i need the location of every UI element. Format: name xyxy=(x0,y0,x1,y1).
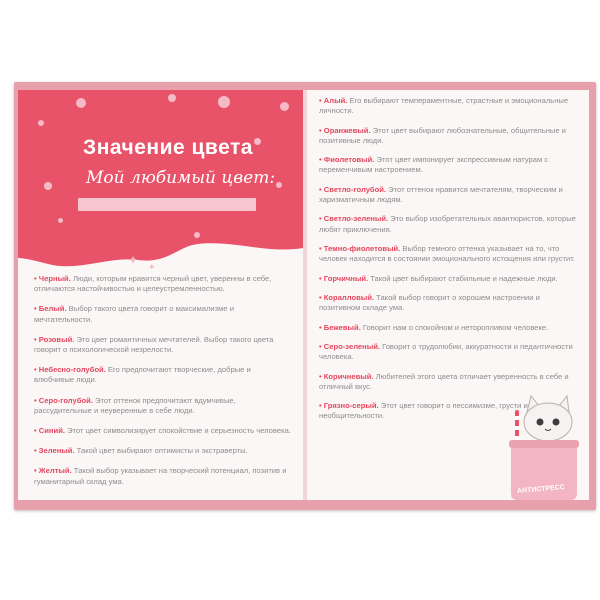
list-item: • Грязно-серый. Этот цвет говорит о пессимизме, грусти и необщительности. xyxy=(319,401,528,421)
decor-dot xyxy=(44,182,52,190)
star-icon: ✦ xyxy=(148,262,156,272)
cat-mascot-illustration xyxy=(507,382,579,500)
list-item: • Небесно-голубой. Его предпочитают творческие, добрые и влюбчивые люди. xyxy=(34,365,251,385)
right-page xyxy=(307,90,589,500)
list-item: • Синий. Этот цвет символизирует спокойствие и серьезность человека. xyxy=(34,426,291,436)
list-item: • Горчичный. Такой цвет выбирают стабильные и надежные люди. xyxy=(319,273,558,283)
list-item: • Коралловый. Такой выбор говорит о хорошем настроении и позитивном складе ума. xyxy=(319,292,540,313)
subtitle: Мой любимый цвет: xyxy=(86,168,276,188)
list-item: • Серо-голубой. Этот оттенок предпочитают вдумчивые, рассудительные и неуверенные в себе люди. xyxy=(34,395,236,415)
favorite-color-blank xyxy=(78,198,256,211)
decor-dot xyxy=(276,182,282,188)
list-item: • Темно-фиолетовый. Выбор темного оттенка указывает на то, что человек находится в состоянии эмоционального истощения или грустит. xyxy=(319,243,575,264)
list-item: • Зеленый. Такой цвет выбирают оптимисты и экстраверты. xyxy=(34,446,248,456)
list-item: • Светло-голубой. Этот оттенок нравится мечтателям, творческим и харизматичным людям. xyxy=(319,184,563,204)
page-title: Значение цвета xyxy=(83,136,253,159)
list-item: • Алый. Его выбирают темпераментные, страстные и эмоциональные личности. xyxy=(319,96,569,116)
list-item: • Бежевый. Говорит нам о спокойном и неторопливом человеке. xyxy=(319,322,549,332)
star-icon: ✦ xyxy=(128,253,139,267)
list-item: • Коричневый. Любителей этого цвета отличает уверенность в себе и отличный вкус. xyxy=(319,371,569,391)
decor-dot xyxy=(76,98,86,108)
list-item: • Розовый. Это цвет романтичных мечтателей. Выбор такого цвета говорит о психологической незрелости. xyxy=(34,334,274,355)
list-item: • Фиолетовый. Этот цвет импонирует экспрессивным натурам с переменчивым настроением. xyxy=(319,155,549,175)
left-page xyxy=(18,90,303,500)
decor-dot xyxy=(218,96,230,108)
color-meanings-list-right xyxy=(319,96,577,431)
decor-dot xyxy=(194,232,200,238)
list-item: • Черный. Люди, которым нравится черный цвет, уверенны в себе, отличаются настойчивостью и целеустремленностью. xyxy=(34,274,272,294)
decor-dot xyxy=(280,102,289,111)
color-meanings-list-left xyxy=(34,274,292,497)
list-item: • Светло-зеленый. Это выбор изобретательных авантюристов, которые любят приключения. xyxy=(319,214,576,234)
list-item: • Оранжевый. Этот цвет выбирают любознательные, общительные и позитивные люди. xyxy=(319,125,566,145)
list-item: • Серо-зеленый. Говорит о трудолюбии, аккуратности и педантичности человека. xyxy=(319,341,573,362)
list-item: • Белый. Выбор такого цвета говорит о максимализме и мечтательности. xyxy=(34,304,234,324)
cat-jar-label: АНТИСТРЕСС xyxy=(511,481,572,498)
decor-dot xyxy=(58,218,63,223)
list-item: • Желтый. Такой выбор указывает на творческий потенциал, позитив и гуманитарный склад ума. xyxy=(34,466,287,486)
decor-dot xyxy=(38,120,44,126)
open-notebook xyxy=(14,82,596,510)
decor-dot xyxy=(168,94,176,102)
